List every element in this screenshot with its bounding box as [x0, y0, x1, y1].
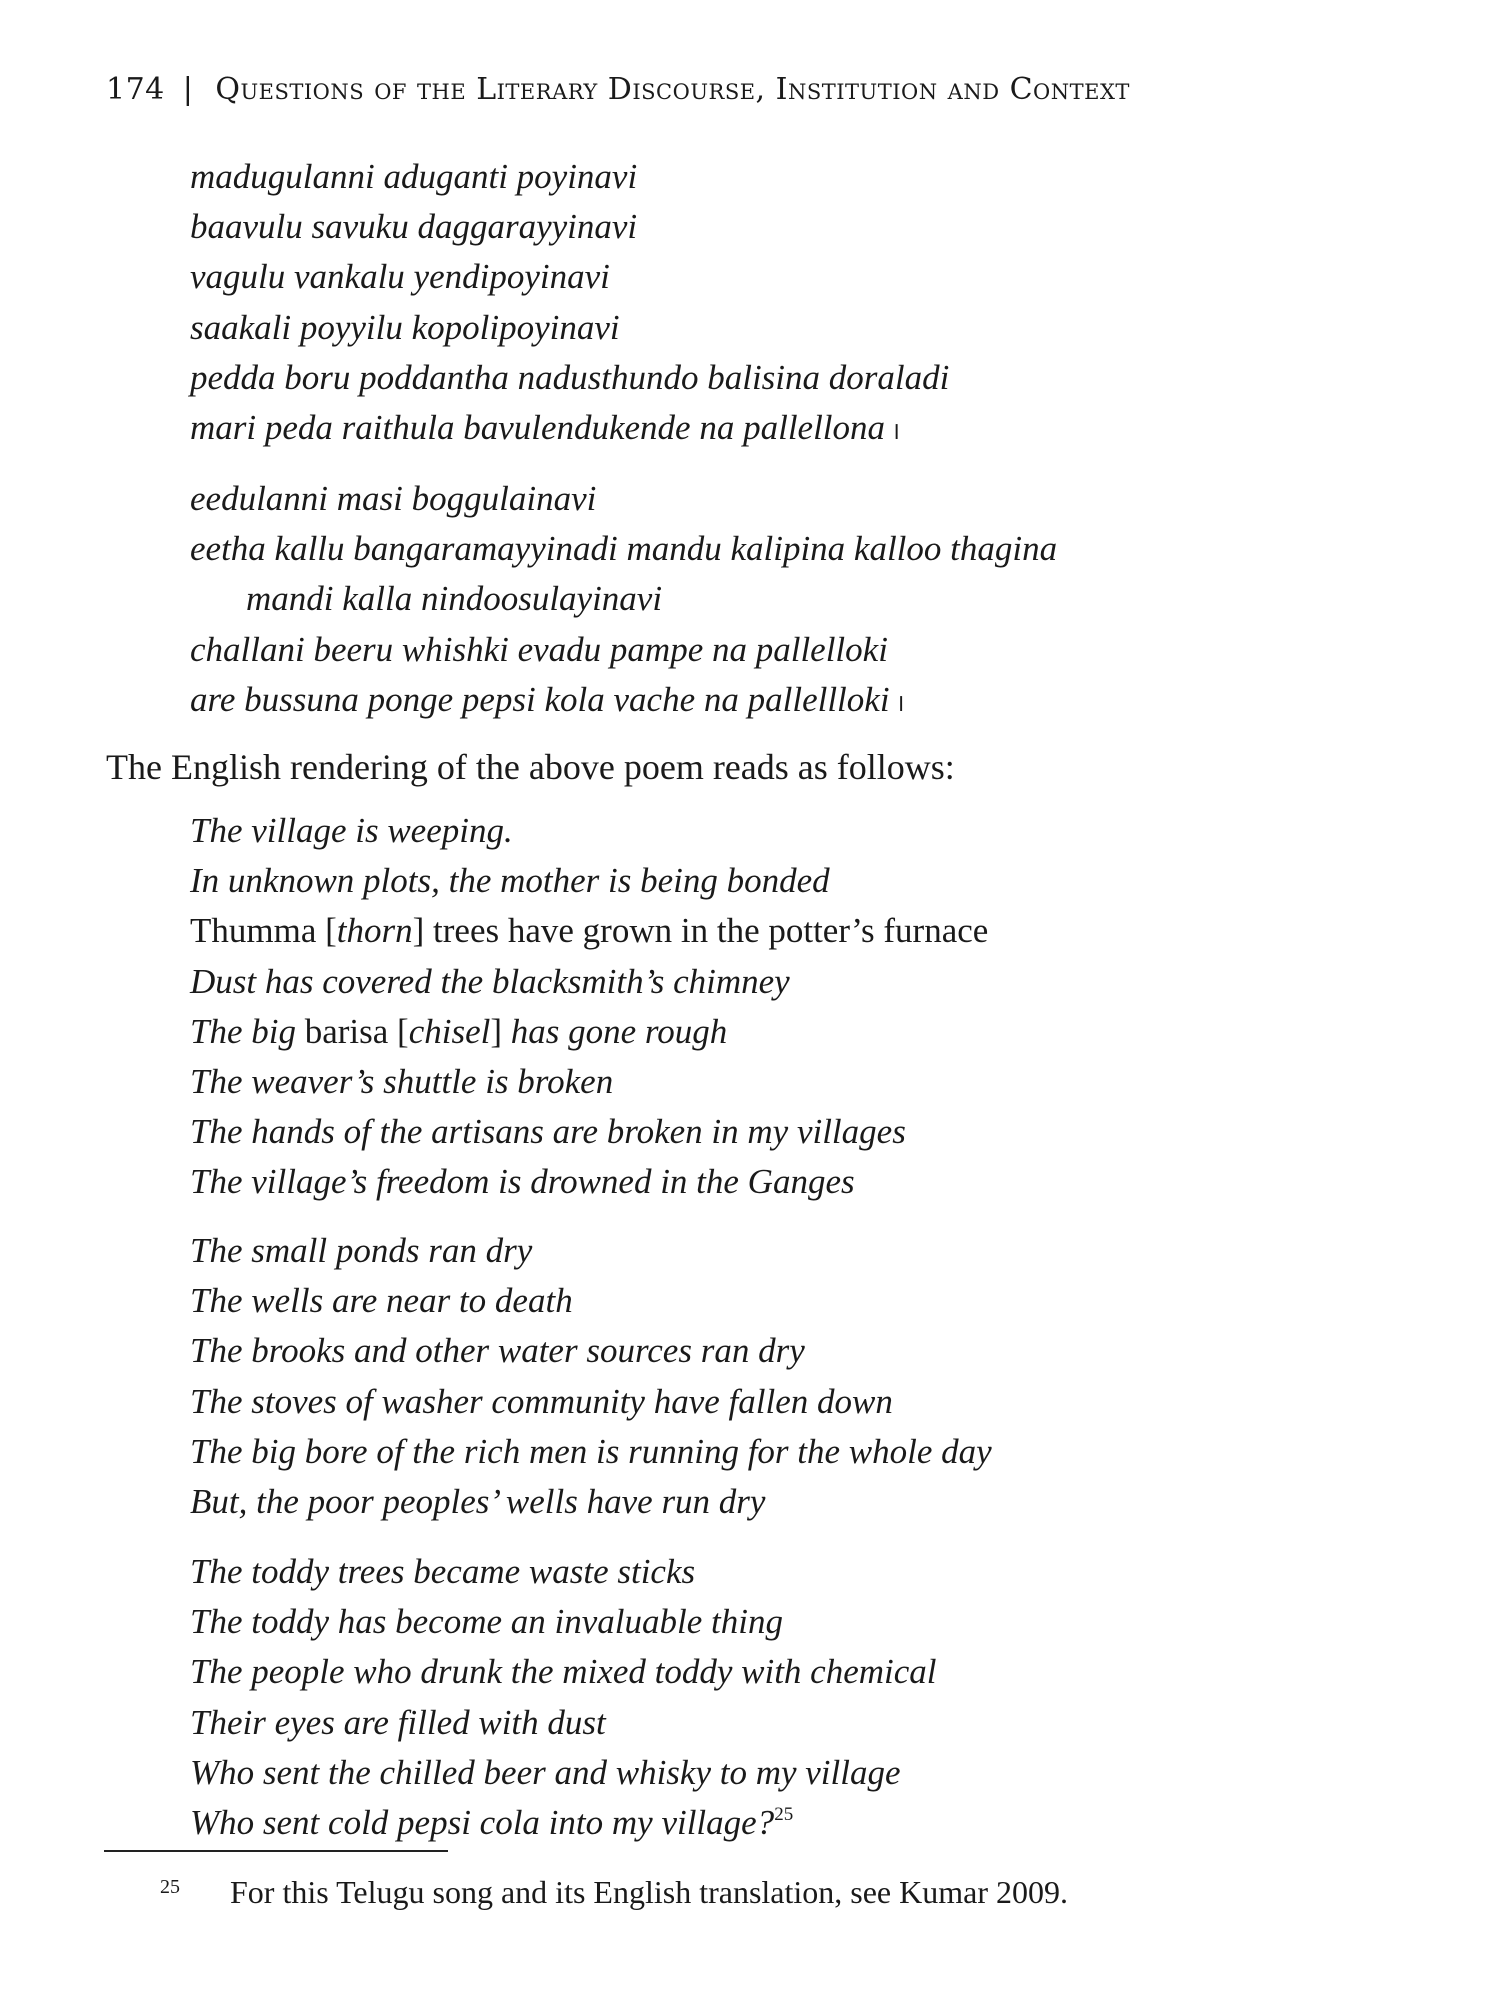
- poem-line: The toddy has become an invaluable thing: [190, 1602, 783, 1642]
- poem-line: The wells are near to death: [190, 1281, 573, 1321]
- footnote-reference: 25: [774, 1803, 794, 1825]
- poem-line: [190, 403, 1390, 453]
- telugu-stanza-2: [190, 474, 1390, 725]
- english-stanza-3: [190, 1547, 1390, 1848]
- poem-line: In unknown plots, the mother is being bonded: [190, 861, 830, 901]
- poem-line-text: Who sent cold pepsi cola into my village?: [190, 1802, 775, 1842]
- poem-line: baavulu savuku daggarayyinavi: [190, 207, 638, 247]
- footnote-text: For this Telugu song and its English translation, see Kumar 2009.: [230, 1874, 1068, 1910]
- poem-line: [190, 675, 1390, 725]
- english-stanza-1: [190, 806, 1390, 1208]
- poem-line: But, the poor peoples’ wells have run dry: [190, 1481, 766, 1521]
- intro-paragraph: The English rendering of the above poem reads as follows:: [106, 747, 955, 787]
- italic-text: thorn: [336, 911, 413, 951]
- poem-line: vagulu vankalu yendipoyinavi: [190, 257, 610, 297]
- roman-text: ]: [490, 1011, 511, 1051]
- poem-line-continuation: mandi kalla nindoosulayinavi: [246, 579, 663, 619]
- roman-text: Thumma [: [190, 911, 337, 951]
- poem-line-text: mari peda raithula bavulendukende na pallellona: [190, 407, 886, 447]
- page-number: 174: [106, 72, 165, 107]
- telugu-stanza-1: [190, 152, 1390, 453]
- danda-mark: ।: [891, 418, 901, 445]
- poem-line: The stoves of washer community have fallen down: [190, 1381, 893, 1421]
- poem-line: Their eyes are filled with dust: [190, 1702, 606, 1742]
- poem-line: eedulanni masi boggulainavi: [190, 479, 597, 518]
- poem-line: The small ponds ran dry: [190, 1231, 533, 1270]
- poem-line: eetha kallu bangaramayyinadi mandu kalipina kalloo thagina: [190, 529, 1058, 569]
- poem-line: The people who drunk the mixed toddy with chemical: [190, 1652, 937, 1692]
- italic-text: has gone rough: [510, 1011, 728, 1051]
- english-stanza-2: [190, 1226, 1390, 1527]
- poem-line: The big bore of the rich men is running for the whole day: [190, 1431, 992, 1471]
- poem-line: [190, 1007, 1390, 1057]
- italic-text: The big: [190, 1011, 305, 1051]
- poem-line: The weaver’s shuttle is broken: [190, 1061, 614, 1101]
- poem-line: Who sent the chilled beer and whisky to my village: [190, 1752, 901, 1792]
- running-title: Questions of the Literary Discourse, Institution and Context: [215, 72, 1130, 107]
- italic-text: chisel: [408, 1011, 491, 1051]
- poem-line: madugulanni aduganti poyinavi: [190, 157, 638, 196]
- footnote-rule: [104, 1850, 448, 1852]
- header-separator: |: [182, 72, 194, 107]
- poem-line: pedda boru poddantha nadusthundo balisina doraladi: [190, 357, 950, 397]
- poem-line: [190, 1798, 1390, 1848]
- poem-line: The brooks and other water sources ran dry: [190, 1331, 805, 1371]
- poem-line: Dust has covered the blacksmith’s chimney: [190, 961, 790, 1001]
- poem-line: The village’s freedom is drowned in the Ganges: [190, 1162, 855, 1202]
- poem-line-text: are bussuna ponge pepsi kola vache na pallellloki: [190, 679, 890, 719]
- running-header: [106, 72, 1436, 107]
- footnote: [160, 1862, 1420, 1917]
- poem-line: The village is weeping.: [190, 811, 513, 850]
- roman-text: barisa [: [304, 1011, 409, 1051]
- poem-line: [190, 906, 1390, 956]
- poem-line: challani beeru whishki evadu pampe na pallelloki: [190, 629, 888, 669]
- footnote-number: 25: [160, 1876, 180, 1898]
- poem-line: The hands of the artisans are broken in my villages: [190, 1112, 906, 1152]
- poem-line: The toddy trees became waste sticks: [190, 1552, 696, 1591]
- poem-line: saakali poyyilu kopolipoyinavi: [190, 307, 620, 347]
- danda-mark: ।: [895, 690, 905, 717]
- roman-text: ] trees have grown in the potter’s furnace: [412, 911, 989, 951]
